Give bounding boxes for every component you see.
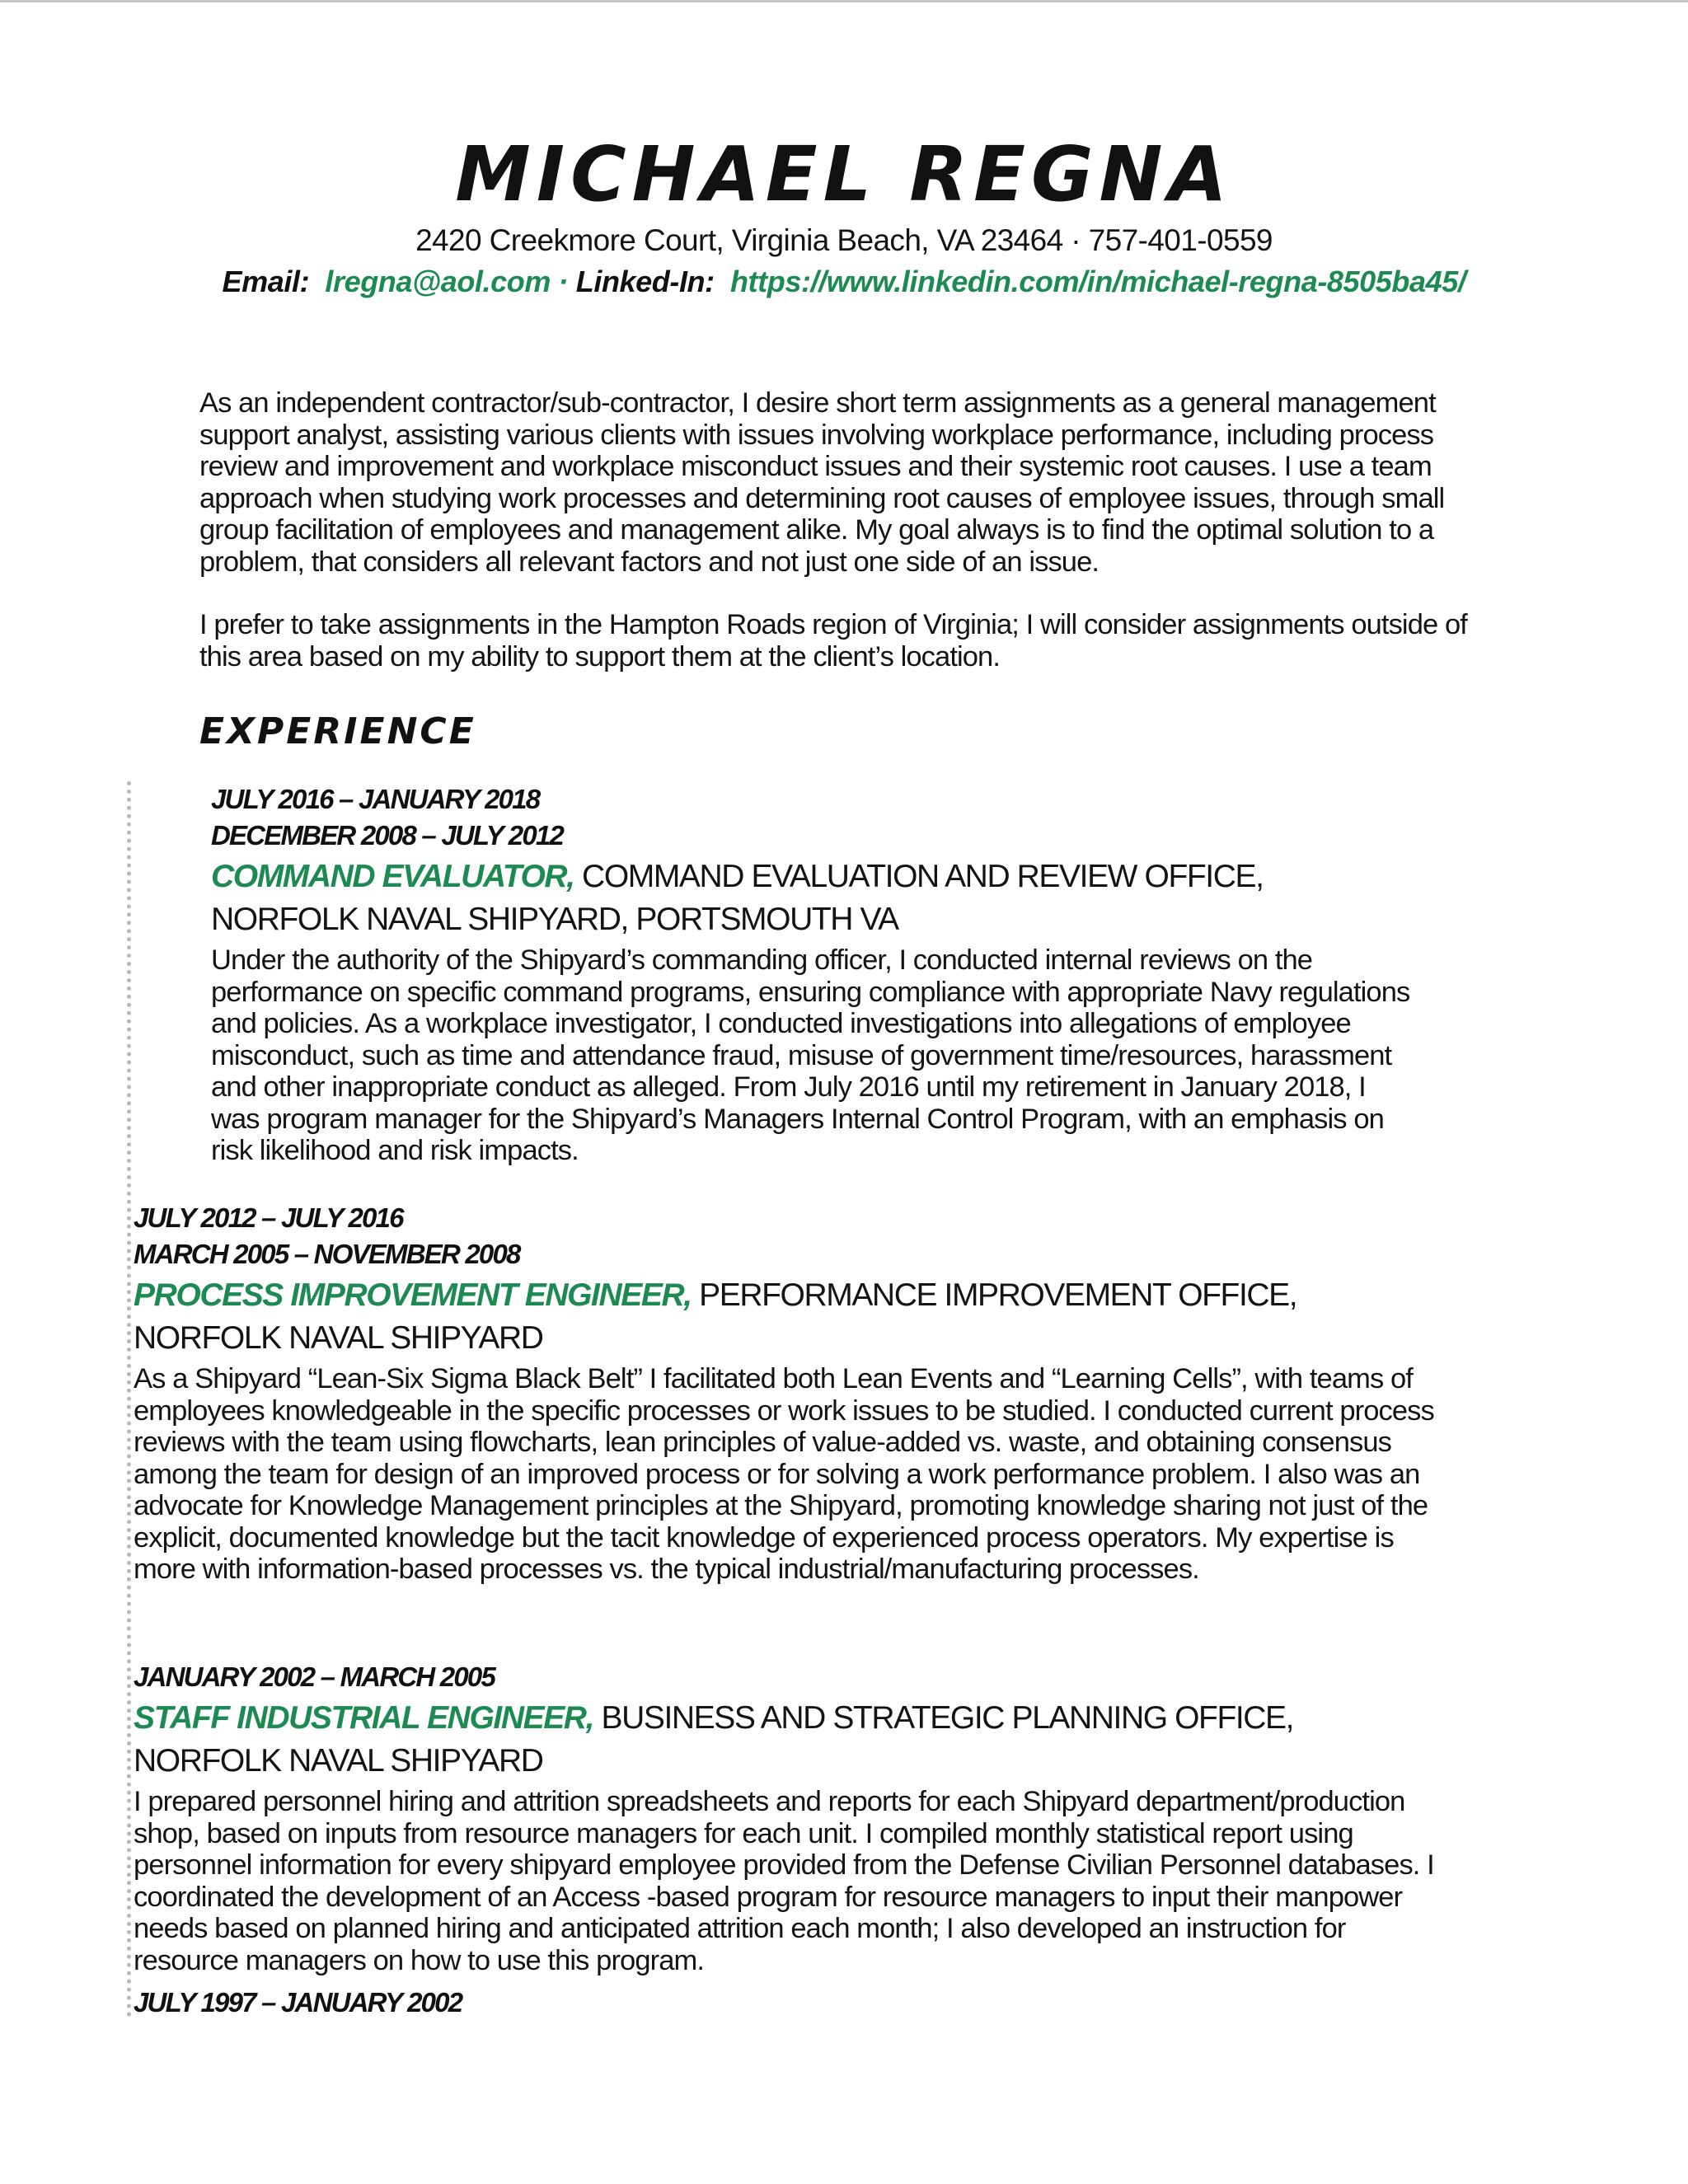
summary-paragraph: As an independent contractor/sub-contractor, I desire short term assignments as a general management support analyst, assisting various clients with issues involving workplace performance, including process review and improvement and workplace misconduct issues and their systemic root causes. I use a team approach when studying work processes and determining root causes of employee issues, through small group facilitation of employees and management alike. My goal always is to find the optimal solution to a problem, that considers all relevant factors and not just one side of an issue. [199,387,1445,578]
job-title-line [134,1274,1436,1360]
job-entry [134,1985,1436,2021]
job-organization: PERFORMANCE IMPROVEMENT OFFICE, NORFOLK NAVAL SHIPYARD [134,1277,1297,1356]
job-date-range: DECEMBER 2008 – JULY 2012 [211,820,564,851]
job-date-range: JULY 2012 – JULY 2016 [134,1202,403,1233]
job-role: PROCESS IMPROVEMENT ENGINEER, [134,1277,692,1313]
linkedin-label: Linked-In: [575,265,715,298]
job-entry [134,1659,1436,1976]
email-label: Email: [222,265,310,298]
job-description: Under the authority of the Shipyard’s commanding officer, I conducted internal reviews on the performance on specific command programs, ensuring compliance with appropriate Navy regulations and policies. As a workplace investigator, I conducted investigations into allegations of employee misconduct, such as time and attendance fraud, misuse of government time/resources, harassment and other inappropriate conduct as alleged. From July 2016 until my retirement in January 2018, I was program manager for the Shipyard’s Managers Internal Control Program, with an emphasis on risk likelihood and risk impacts. [211,944,1410,1166]
job-organization: COMMAND EVALUATION AND REVIEW OFFICE, NORFOLK NAVAL SHIPYARD, PORTSMOUTH VA [211,859,1264,937]
job-date-range: JANUARY 2002 – MARCH 2005 [134,1661,495,1692]
page-top-rule [0,0,1688,2]
job-title-line [134,1697,1436,1783]
job-role: STAFF INDUSTRIAL ENGINEER, [134,1700,594,1736]
job-organization: BUSINESS AND STRATEGIC PLANNING OFFICE, NORFOLK NAVAL SHIPYARD [134,1700,1294,1779]
experience-heading: EXPERIENCE [199,710,476,752]
linkedin-link[interactable]: https://www.linkedin.com/in/michael-regna-8505ba45/ [729,265,1466,298]
job-date-range: JULY 2016 – JANUARY 2018 [211,784,540,814]
job-entry [134,1200,1436,1586]
email-link[interactable]: lregna@aol.com [325,265,551,298]
summary-paragraph: I prefer to take assignments in the Hampton Roads region of Virginia; I will consider assignments outside of this area based on my ability to support them at the client’s location. [199,609,1467,673]
address-line: 2420 Creekmore Court, Virginia Beach, VA 23464 · 757-401-0559 [415,223,1273,257]
summary-section [199,387,1502,704]
job-role: COMMAND EVALUATOR, [211,859,574,894]
job-description: I prepared personnel hiring and attrition spreadsheets and reports for each Shipyard department/production shop, based on inputs from resource managers for each unit. I compiled monthly statistical report using personnel information for every shipyard employee provided from the Defense Civilian Personnel databases. I coordinated the development of an Access -based program for resource managers to input their manpower needs based on planned hiring and anticipated attrition each month; I also developed an instruction for resource managers on how to use this program. [134,1786,1434,1976]
contact-line [0,260,1688,303]
job-entry [211,781,1414,1167]
job-title-line [211,855,1414,941]
contact-separator: · [550,265,576,298]
job-date-range: JULY 1997 – JANUARY 2002 [134,1987,462,2018]
job-date-range: MARCH 2005 – NOVEMBER 2008 [134,1239,520,1269]
experience-dotted-border [127,781,131,2018]
resume-header [0,130,1688,303]
job-description: As a Shipyard “Lean-Six Sigma Black Belt” I facilitated both Lean Events and “Learning Cells”, with teams of employees knowledgeable in the specific processes or work issues to be studied. I conducted current process reviews with the team using flowcharts, lean principles of value-added vs. waste, and obtaining consensus among the team for design of an improved process or for solving a work performance problem. I also was an advocate for Knowledge Management principles at the Shipyard, promoting knowledge sharing not just of the explicit, documented knowledge but the tacit knowledge of experienced process operators. My expertise is more with information-based processes vs. the typical industrial/manufacturing processes. [134,1363,1434,1585]
candidate-name: MICHAEL REGNA [455,130,1233,218]
